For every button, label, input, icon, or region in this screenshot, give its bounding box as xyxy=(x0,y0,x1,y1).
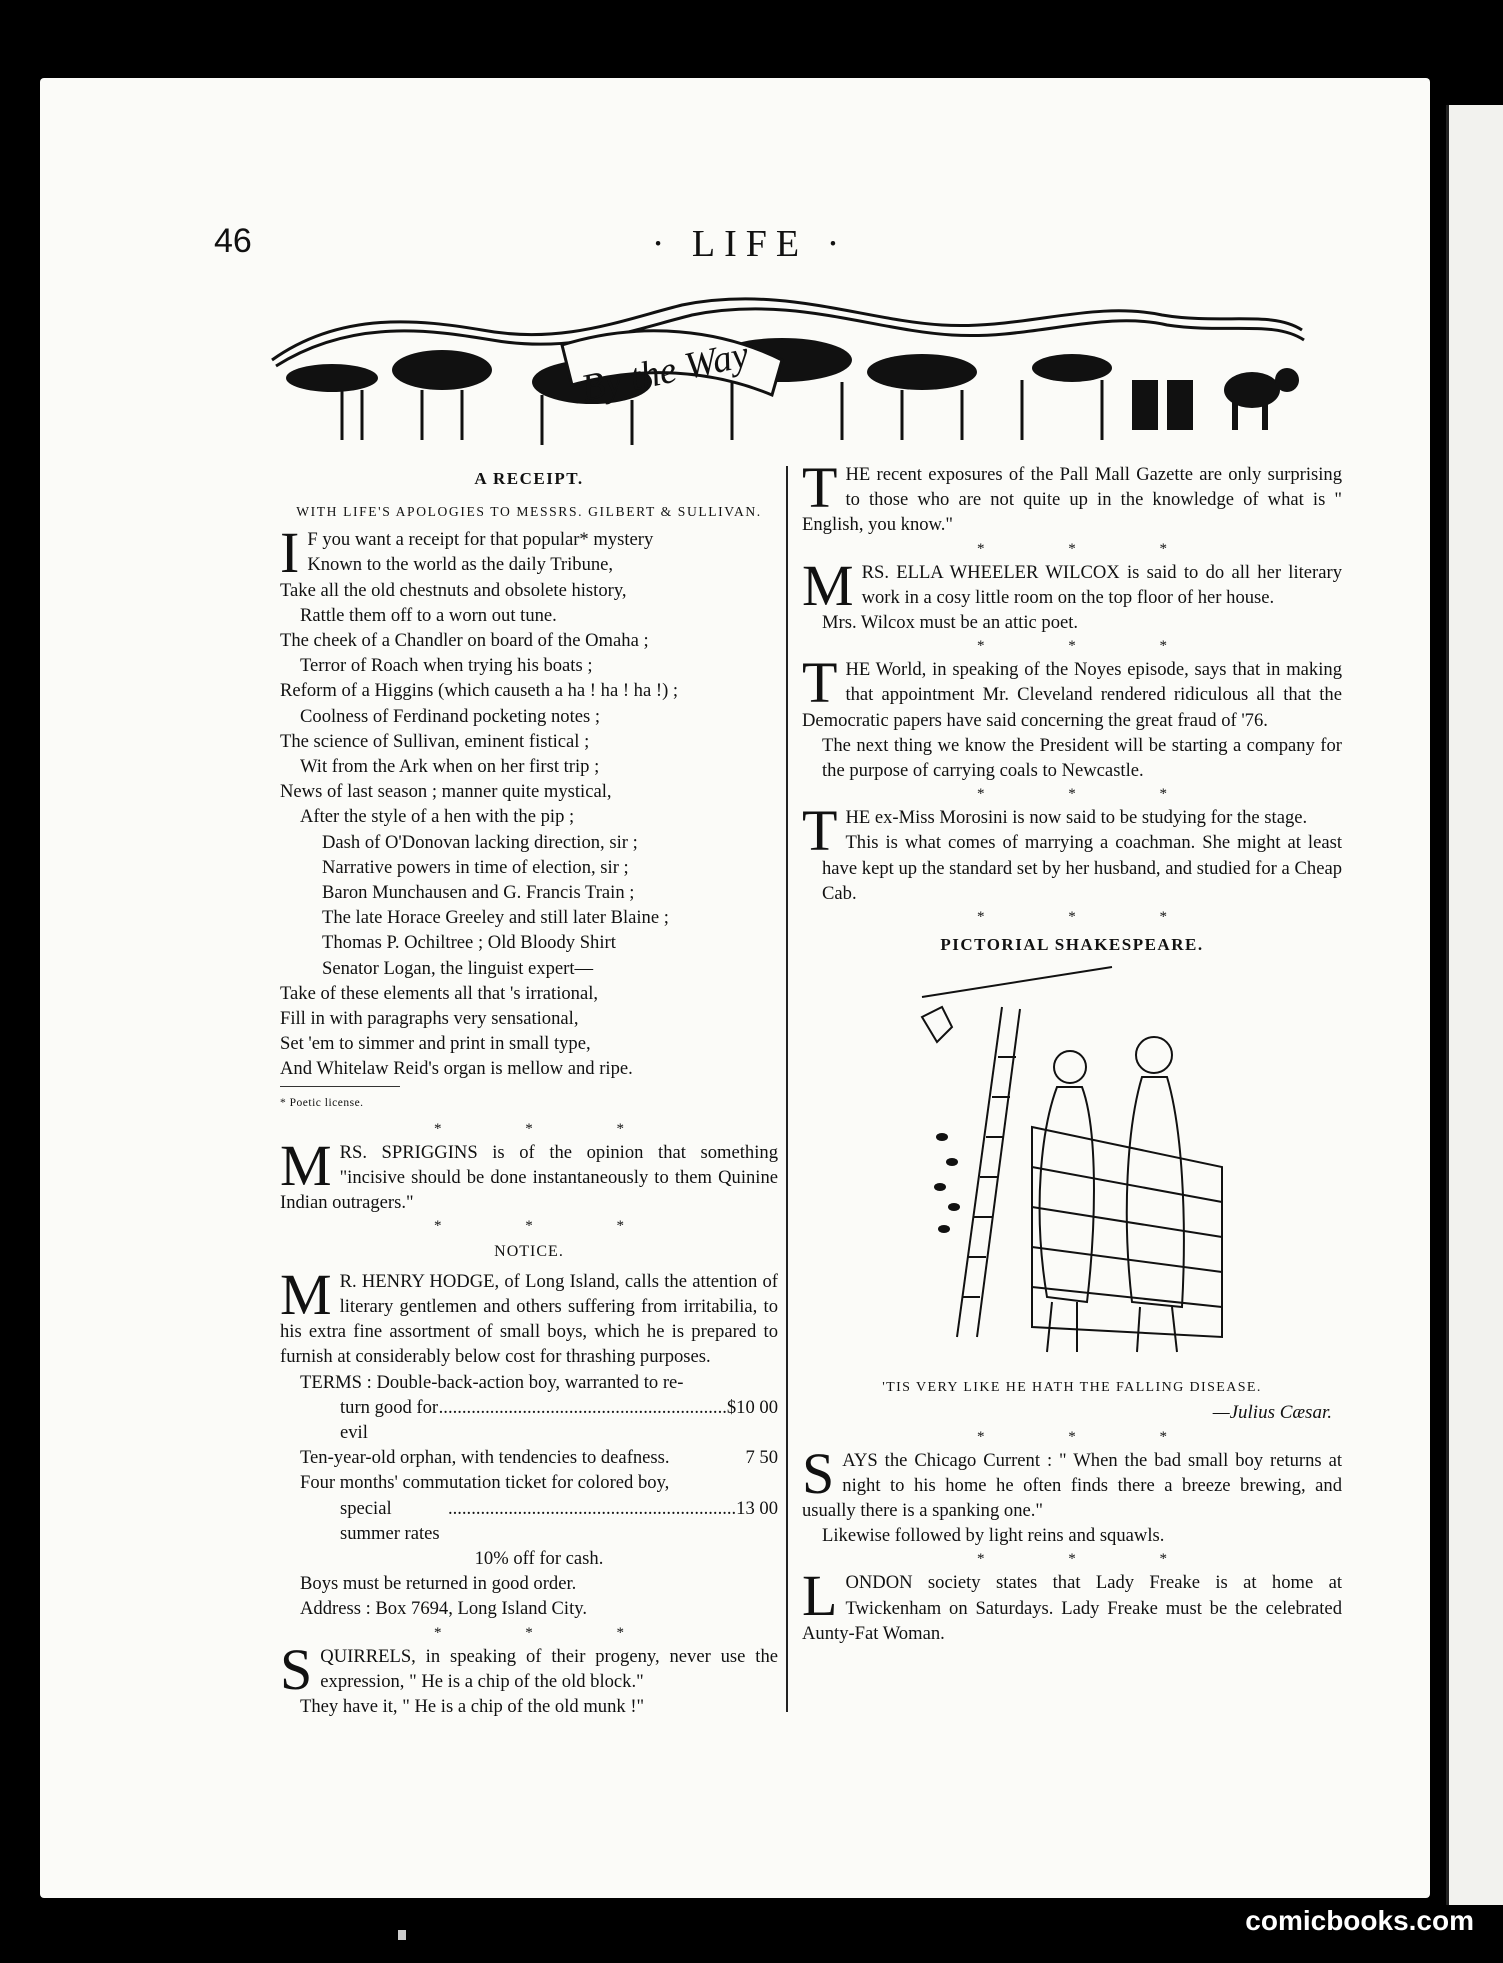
section-separator: * * * xyxy=(977,909,1207,926)
drop-cap: M xyxy=(280,1132,332,1198)
poem-line: Coolness of Ferdinand pocketing notes ; xyxy=(300,705,601,727)
notice-title: NOTICE. xyxy=(494,1243,564,1261)
terms-line: 10% off for cash. xyxy=(474,1547,604,1569)
pall-mall-item xyxy=(802,455,1342,538)
poem-line: Fill in with paragraphs very sensational, xyxy=(280,1008,579,1030)
terms-line: Ten-year-old orphan, with tendencies to deafness. xyxy=(300,1447,670,1469)
terms-price: 13 00 xyxy=(736,1497,778,1519)
illustration-attribution: —Julius Cæsar. xyxy=(1212,1402,1332,1424)
terms-list: TERMS : Double-back-action boy, warranted to re- turn good for evil .............................................................. $10 00 Ten-year-old orphan, with tendencies to deafness. 7 50 Four months' commutation ticket for colored boy, special summer rates .............................................................. 13 00 10% off for cash. Boys must be returned in good order. Address : Box 7694, Long Island City. xyxy=(280,1370,778,1622)
squirrels-text: QUIRRELS, in speaking of their progeny, never use the expression, " He is a chip of the old block." xyxy=(320,1645,778,1692)
shakespeare-title: PICTORIAL SHAKESPEARE. xyxy=(940,935,1204,955)
poem-line: Baron Munchausen and G. Francis Train ; xyxy=(322,882,635,904)
right-column xyxy=(802,455,1342,1646)
drop-cap: S xyxy=(280,1636,313,1702)
drop-cap: M xyxy=(280,1261,332,1327)
section-separator: * * * xyxy=(434,1218,664,1235)
morosini-punchline: This is what comes of marrying a coachman. She might at least have kept up the standard set by her husband, and studied for a Cheap Cab. xyxy=(822,832,1342,904)
terms-line: Address : Box 7694, Long Island City. xyxy=(300,1598,587,1620)
drop-cap: T xyxy=(802,455,838,520)
terms-line: special summer rates xyxy=(340,1497,440,1544)
receipt-poem xyxy=(280,520,778,1081)
pall-mall-text: HE recent exposures of the Pall Mall Gazette are only surprising to those who are not quite up in the knowledge of what is " English, you know." xyxy=(802,464,1342,536)
current-item xyxy=(802,1440,1342,1524)
world-punchline: The next thing we know the President will be starting a company for the purpose of carrying coals to Newcastle. xyxy=(822,734,1342,782)
current-punchline: Likewise followed by light reins and squawls. xyxy=(822,1525,1165,1547)
spriggins-item xyxy=(280,1132,778,1216)
poem-line: F you want a receipt for that popular* mystery xyxy=(307,529,654,551)
morosini-item xyxy=(802,798,1342,864)
terms-price: $10 00 xyxy=(726,1396,778,1418)
column-divider xyxy=(786,466,788,1712)
section-separator: * * * xyxy=(977,1551,1207,1568)
poem-line: Take all the old chestnuts and obsolete history, xyxy=(280,579,627,601)
illustration-caption: 'TIS VERY LIKE HE HATH THE FALLING DISEASE. xyxy=(882,1380,1262,1396)
banner-lettering: By the Way xyxy=(577,333,753,410)
poem-line: Dash of O'Donovan lacking direction, sir ; xyxy=(322,831,638,853)
poem-line: News of last season ; manner quite mystical, xyxy=(280,781,612,803)
morosini-text: HE ex-Miss Morosini is now said to be studying for the stage. xyxy=(845,807,1308,829)
next-page-edge xyxy=(1446,105,1503,1905)
terms-price: 7 50 xyxy=(745,1447,778,1469)
spriggins-text: RS. SPRIGGINS is of the opinion that something "incisive should be done instantaneously to them Quinine Indian outragers." xyxy=(280,1141,778,1214)
poem-line: Wit from the Ark when on her first trip ; xyxy=(300,756,600,778)
watermark: comicbooks.com xyxy=(1245,1905,1474,1936)
squirrels-item xyxy=(280,1636,778,1702)
poem-line: Thomas P. Ochiltree ; Old Bloody Shirt xyxy=(322,932,616,954)
wilcox-item xyxy=(802,552,1342,618)
section-separator: * * * xyxy=(434,1120,664,1137)
receipt-subtitle: WITH LIFE'S APOLOGIES TO MESSRS. GILBERT & SULLIVAN. xyxy=(296,504,762,520)
poem-line: Known to the world as the daily Tribune, xyxy=(307,554,614,576)
terms-line: TERMS : Double-back-action boy, warranted to re- xyxy=(300,1371,684,1393)
current-text: AYS the Chicago Current : " When the bad small boy returns at night to his home he often finds there a breeze brewing, and usually there is a spanking one." xyxy=(802,1449,1342,1522)
masthead-title: · LIFE · xyxy=(651,223,849,265)
poem-line: Set 'em to simmer and print in small type, xyxy=(280,1033,591,1055)
page-number: 46 xyxy=(214,222,252,260)
drop-cap: T xyxy=(802,798,838,864)
poem-line: And Whitelaw Reid's organ is mellow and ripe. xyxy=(280,1058,633,1080)
wilcox-punchline: Mrs. Wilcox must be an attic poet. xyxy=(822,612,1079,634)
scan-artifact xyxy=(398,1930,406,1940)
poem-line: Take of these elements all that 's irrational, xyxy=(280,982,599,1004)
drop-cap: L xyxy=(802,1563,838,1629)
hodge-text: R. HENRY HODGE, of Long Island, calls the attention of literary gentlemen and others suffering from irritabilia, to his extra fine assortment of small boys, which he is prepared to furnish at considerably below cost for thrashing purposes. xyxy=(280,1270,778,1368)
drop-cap: T xyxy=(802,650,838,716)
julius-caesar-illustration xyxy=(882,967,1262,1367)
london-text: ONDON society states that Lady Freake is at home at Twickenham on Saturdays. Lady Freake must be the celebrated Aunty-Fat Woman. xyxy=(802,1572,1342,1644)
terms-line: Four months' commutation ticket for colored boy, xyxy=(300,1472,670,1494)
poem-line: After the style of a hen with the pip ; xyxy=(300,806,575,828)
terms-line: turn good for evil xyxy=(340,1396,439,1443)
footnote: * Poetic license. xyxy=(280,1086,400,1116)
london-item xyxy=(802,1563,1342,1646)
section-separator: * * * xyxy=(434,1624,664,1641)
poem-line: Rattle them off to a worn out tune. xyxy=(300,604,557,626)
section-separator: * * * xyxy=(977,1428,1207,1445)
by-the-way-banner xyxy=(262,290,1318,450)
hodge-item xyxy=(280,1261,778,1370)
section-separator: * * * xyxy=(977,638,1207,655)
squirrels-punchline: They have it, " He is a chip of the old munk !" xyxy=(300,1695,645,1717)
drop-cap: M xyxy=(802,552,854,618)
world-item xyxy=(802,650,1342,733)
poem-line: The cheek of a Chandler on board of the Omaha ; xyxy=(280,630,649,652)
drop-cap: S xyxy=(802,1440,835,1506)
receipt-title: A RECEIPT. xyxy=(474,469,584,488)
section-separator: * * * xyxy=(977,786,1207,803)
poem-line: Senator Logan, the linguist expert— xyxy=(322,957,594,979)
poem-line: The science of Sullivan, eminent fistical ; xyxy=(280,730,590,752)
poem-line: Narrative powers in time of election, sir ; xyxy=(322,856,629,878)
world-text: HE World, in speaking of the Noyes episode, says that in making that appointment Mr. Cleveland rendered ridiculous all that the Democratic papers have said concerning the great fraud of '76. xyxy=(802,659,1342,731)
wilcox-text: RS. ELLA WHEELER WILCOX is said to do all her literary work in a cosy little room on the top floor of her house. xyxy=(861,561,1342,608)
poem-line: The late Horace Greeley and still later Blaine ; xyxy=(322,907,669,929)
left-column xyxy=(280,462,778,1719)
poem-line: Reform of a Higgins (which causeth a ha ! ha ! ha !) ; xyxy=(280,680,679,702)
terms-line: Boys must be returned in good order. xyxy=(300,1573,577,1595)
poem-line: Terror of Roach when trying his boats ; xyxy=(300,655,593,677)
section-separator: * * * xyxy=(977,540,1207,557)
drop-cap: I xyxy=(280,520,300,586)
